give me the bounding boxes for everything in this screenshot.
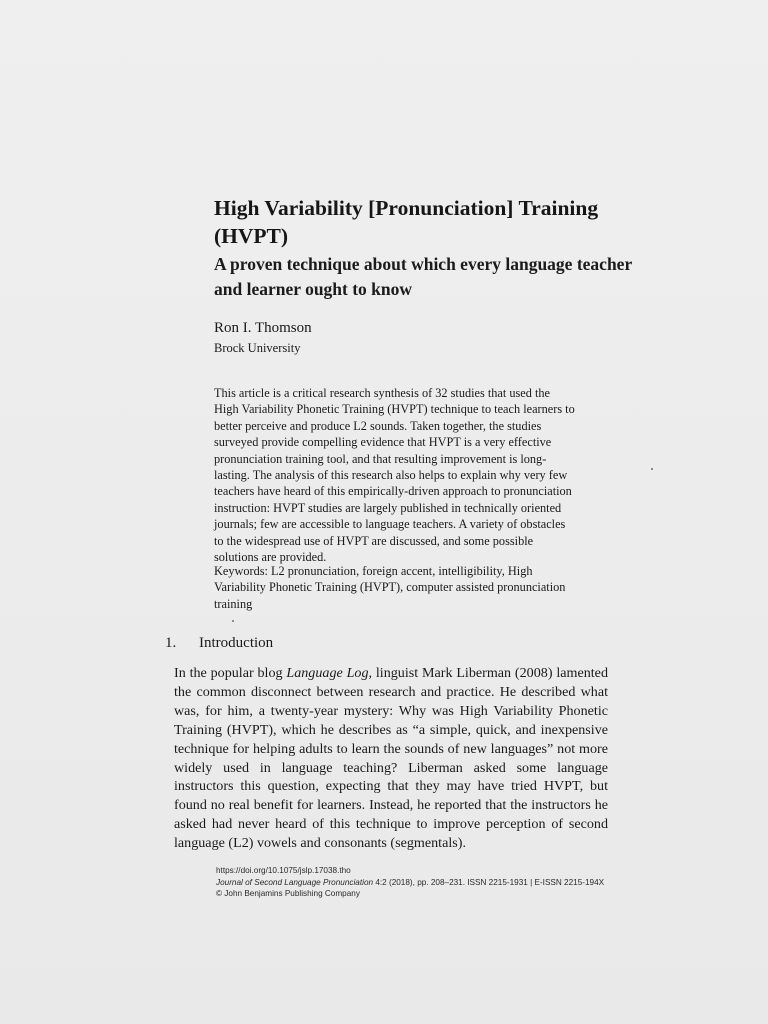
section-heading xyxy=(165,633,273,653)
blog-name: Language Log, xyxy=(286,665,373,681)
keywords xyxy=(214,563,576,612)
doi-link[interactable]: https://doi.org/10.1075/jslp.17038.tho xyxy=(216,866,351,875)
scan-speck xyxy=(651,468,653,470)
keywords-label: Keywords: xyxy=(214,564,268,578)
body-paragraph xyxy=(174,664,608,853)
author-affiliation: Brock University xyxy=(214,341,301,355)
article-subtitle: A proven technique about which every language teacher and learner ought to know xyxy=(214,254,632,299)
author-name: Ron I. Thomson xyxy=(214,320,312,336)
journal-name: Journal of Second Language Pronunciation xyxy=(216,877,374,887)
journal-citation xyxy=(216,877,636,889)
scan-speck xyxy=(232,620,234,622)
section-title: Introduction xyxy=(199,635,274,651)
citation-details: 4:2 (2018), pp. 208–231. ISSN 2215-1931 | E-ISSN 2215-194X xyxy=(373,877,605,887)
keywords-text: L2 pronunciation, foreign accent, intelligibility, High Variability Phonetic Training (HVPT), computer assisted pronunciation training xyxy=(214,564,566,611)
copyright: © John Benjamins Publishing Company xyxy=(216,889,360,898)
article-title: High Variability [Pronunciation] Training (HVPT) xyxy=(214,196,599,248)
abstract: This article is a critical research synthesis of 32 studies that used the High Variability Phonetic Training (HVPT) technique to teach learners to better perceive and produce L2 sounds. Taken together, the studies surveyed provide compelling evidence that HVPT is a very effective pronunciation training tool, and that resulting improvement is long-lasting. The analysis of this research also helps to explain why very few teachers have heard of this empirically-driven approach to pronunciation instruction: HVPT studies are largely published in technically oriented journals; few are accessible to language teachers. A variety of obstacles to the widespread use of HVPT are discussed, and some possible solutions are provided. xyxy=(214,386,575,565)
section-number: 1. xyxy=(165,635,177,651)
body-text-start: In the popular blog xyxy=(174,665,287,681)
publication-footer xyxy=(216,865,636,900)
body-text-rest: linguist Mark Liberman (2008) lamented the common disconnect between research and practice. He described what was, for him, a twenty-year mystery: Why was High Variability Phonetic Training (HVPT), which he describes as “a simple, quick, and inexpensive technique for helping adults to learn the sounds of new languages” not more widely used in language teaching? Liberman asked some language instructors this question, expecting that they may have tried HVPT, but found no real benefit for learners. Instead, he reported that the instructors he asked had never heard of this technique to improve perception of second language (L2) vowels and consonants (segmentals). xyxy=(174,665,608,852)
